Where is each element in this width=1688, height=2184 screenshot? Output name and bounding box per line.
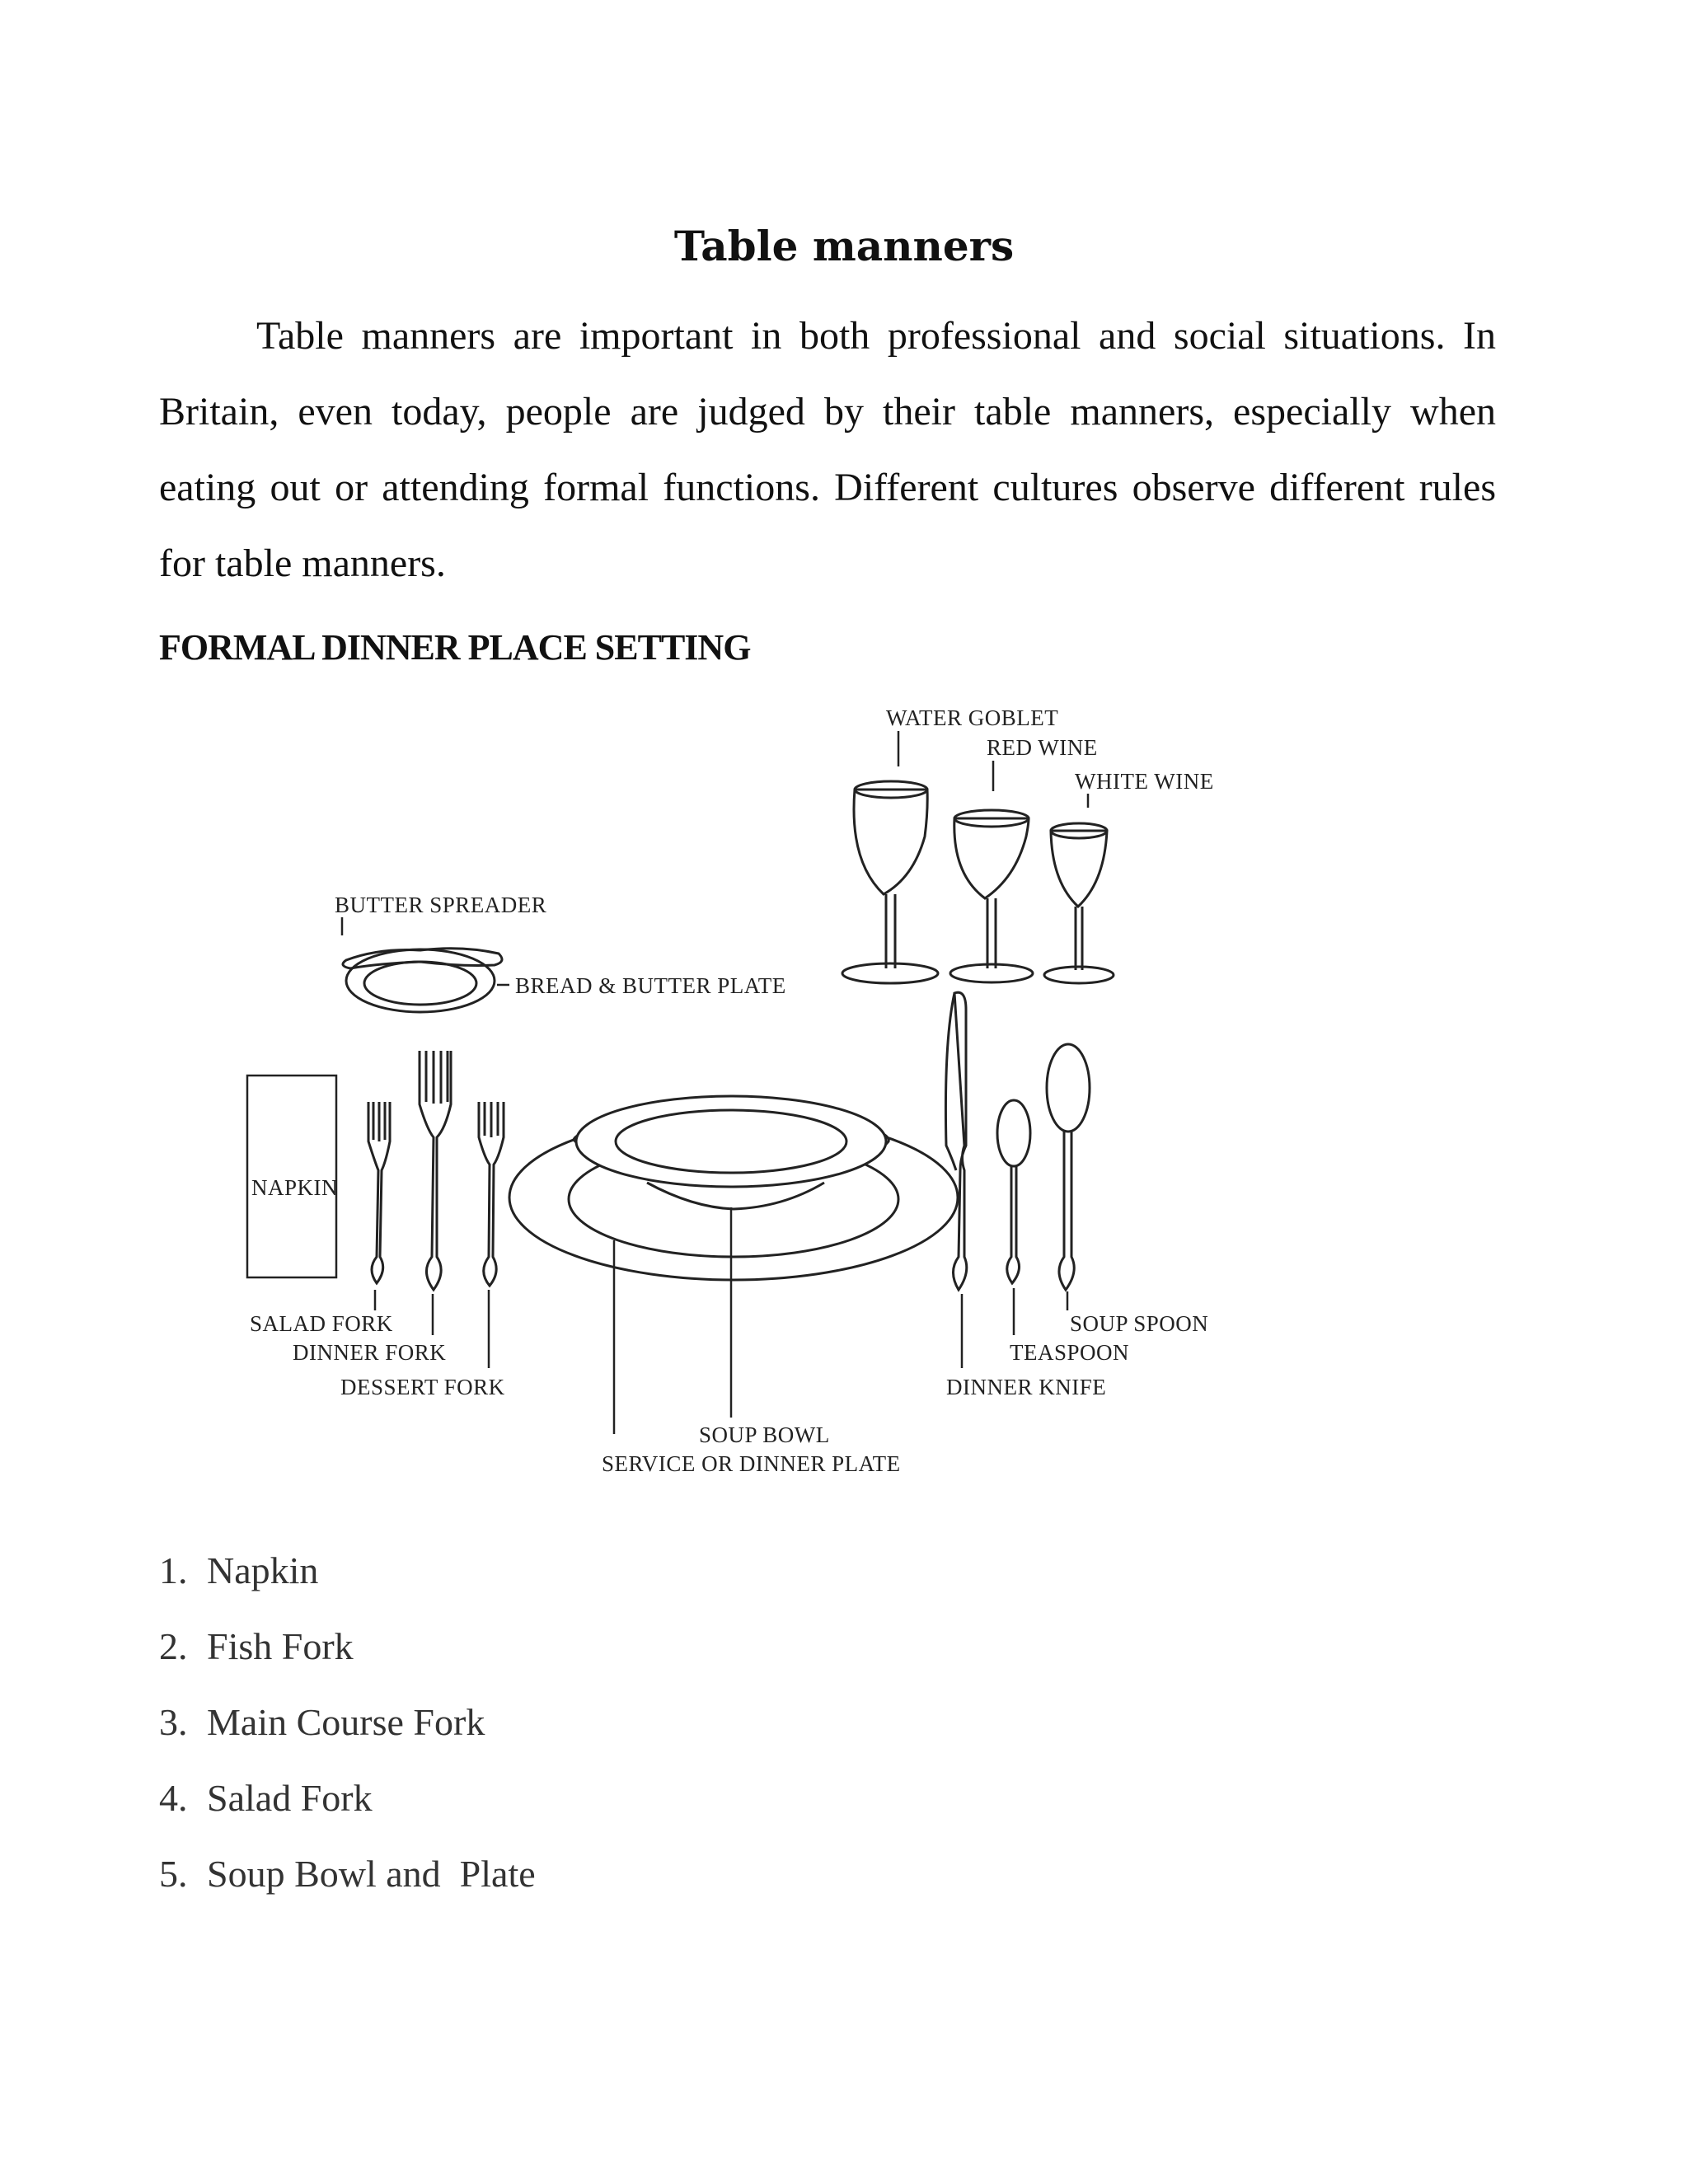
label-bread-butter-plate: BREAD & BUTTER PLATE <box>515 973 786 998</box>
section-heading: FORMAL DINNER PLACE SETTING <box>159 627 751 668</box>
label-soup-spoon: SOUP SPOON <box>1070 1311 1209 1336</box>
label-service-plate: SERVICE OR DINNER PLATE <box>602 1451 901 1476</box>
page-title: Table manners <box>673 221 1015 270</box>
label-red-wine: RED WINE <box>987 735 1098 760</box>
list-item: 2. Fish Fork <box>159 1625 354 1667</box>
dinner-knife-icon <box>945 992 966 1290</box>
label-teaspoon: TEASPOON <box>1010 1340 1130 1365</box>
dessert-fork-icon <box>479 1102 504 1286</box>
soup-spoon-icon <box>1047 1044 1090 1290</box>
list-item: 1. Napkin <box>159 1549 319 1591</box>
label-butter-spreader: BUTTER SPREADER <box>335 893 547 917</box>
numbered-list <box>159 1533 536 1912</box>
label-dessert-fork: DESSERT FORK <box>340 1375 505 1399</box>
list-item: 3. Main Course Fork <box>159 1701 485 1743</box>
list-item: 5. Soup Bowl and Plate <box>159 1853 536 1895</box>
red-wine-glass-icon <box>950 810 1033 982</box>
label-water-goblet: WATER GOBLET <box>886 705 1059 730</box>
label-napkin: NAPKIN <box>251 1175 339 1200</box>
list-item: 4. Salad Fork <box>159 1777 373 1819</box>
label-white-wine: WHITE WINE <box>1075 769 1214 794</box>
label-salad-fork: SALAD FORK <box>250 1311 393 1336</box>
teaspoon-icon <box>997 1100 1030 1283</box>
salad-fork-icon <box>368 1102 390 1283</box>
label-dinner-knife: DINNER KNIFE <box>946 1375 1107 1399</box>
soup-bowl-icon <box>574 1096 889 1209</box>
label-soup-bowl: SOUP BOWL <box>699 1422 830 1447</box>
white-wine-glass-icon <box>1044 823 1114 983</box>
bread-butter-plate-icon <box>346 949 495 1012</box>
water-goblet-icon <box>842 781 938 983</box>
label-dinner-fork: DINNER FORK <box>293 1340 447 1365</box>
place-setting-diagram <box>214 696 1245 1488</box>
intro-paragraph: Table manners are important in both professional and social situations. In Britain, even today, people are judged by their table manners, especially when eating out or attending formal functions. Different cultures observe different rules for table manners. <box>159 314 1496 585</box>
dinner-fork-icon <box>420 1051 451 1290</box>
